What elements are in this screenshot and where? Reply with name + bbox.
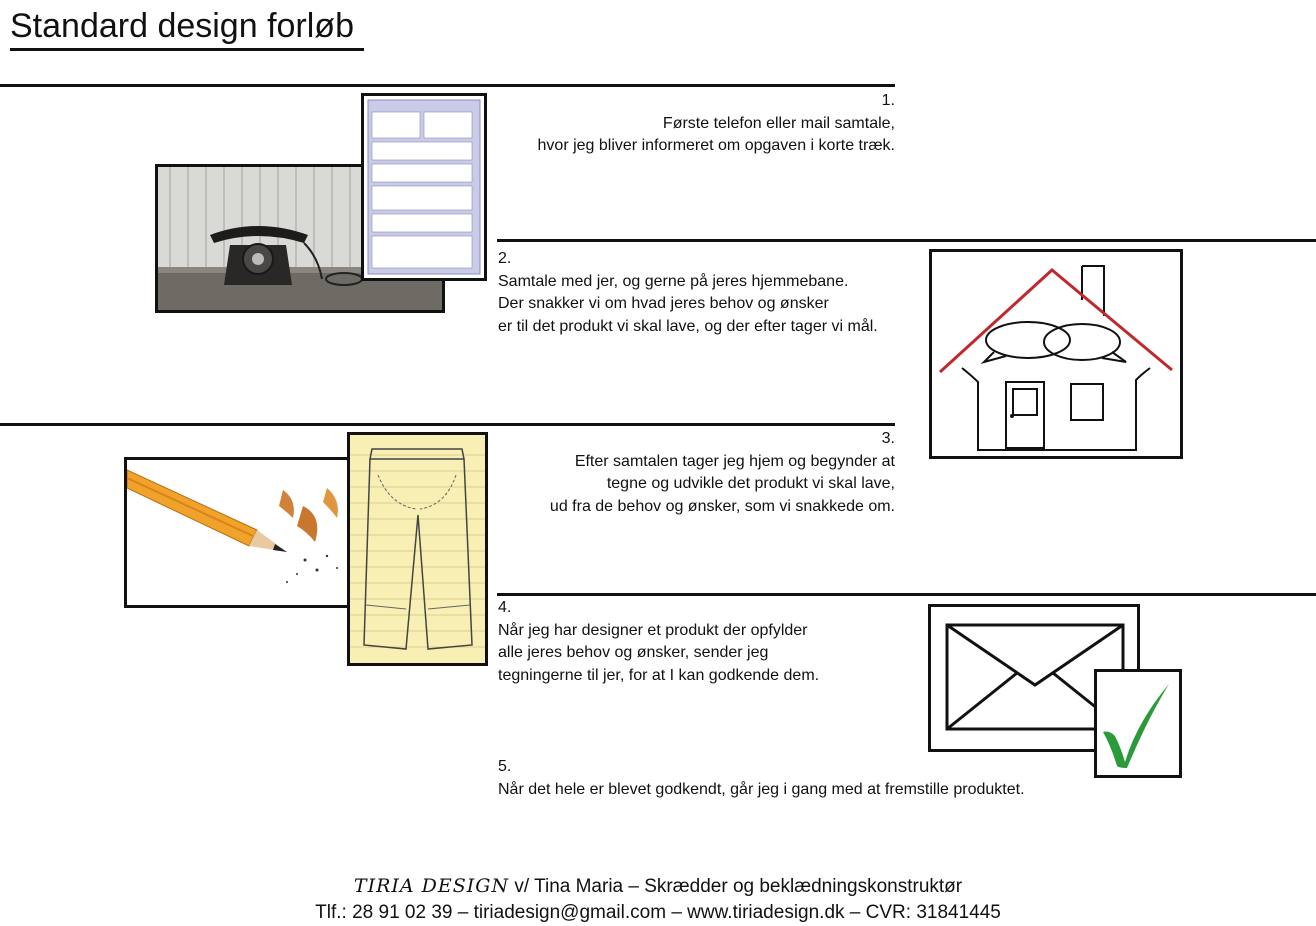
step-2-line: Samtale med jer, og gerne på jeres hjemmebane.	[498, 272, 849, 290]
step-2-line: er til det produkt vi skal lave, og der efter tager vi mål.	[498, 317, 878, 335]
step-4-line: tegningerne til jer, for at I kan godkende dem.	[498, 666, 820, 684]
step-4-number: 4.	[498, 599, 512, 616]
step-3-line: tegne og udvikle det produkt vi skal lave,	[606, 475, 895, 492]
brand-name: TIRIA DESIGN	[353, 875, 510, 897]
divider-3	[0, 423, 895, 426]
trouser-sketch	[347, 432, 488, 666]
step-1-text	[538, 90, 895, 158]
divider-4	[497, 593, 1316, 596]
step-4-text	[498, 597, 819, 687]
step-4-line: alle jeres behov og ønsker, sender jeg	[498, 644, 769, 661]
house-drawing	[929, 249, 1183, 459]
footer-contact: Tlf.: 28 91 02 39 – tiriadesign@gmail.com – www.tiriadesign.dk – CVR: 31841445	[315, 902, 1001, 923]
form-icon	[364, 96, 484, 278]
step-1-line: Første telefon eller mail samtale,	[662, 114, 895, 132]
footer-tagline: v/ Tina Maria – Skrædder og beklædningskonstruktør	[509, 876, 963, 897]
step-2-line: Der snakker vi om hvad jeres behov og ønsker	[498, 295, 829, 312]
footer-line-1	[0, 873, 1316, 900]
step-3-line: Efter samtalen tager jeg hjem og begynder at	[574, 452, 895, 470]
step-5-text	[498, 756, 1025, 801]
divider-1	[0, 84, 895, 87]
step-2-number: 2.	[498, 250, 512, 267]
step-1-line: hvor jeg bliver informeret om opgaven i korte træk.	[537, 137, 895, 154]
step-3-number: 3.	[881, 430, 895, 447]
step-3-line: ud fra de behov og ønsker, som vi snakkede om.	[549, 497, 895, 515]
home-conversation-icon	[932, 252, 1180, 456]
step-5-line: Når det hele er blevet godkendt, går jeg i gang med at fremstille produktet.	[498, 780, 1025, 798]
step-4-line: Når jeg har designer et produkt der opfylder	[498, 621, 808, 639]
step-3-text	[550, 428, 895, 518]
trousers-icon	[350, 435, 485, 663]
approval-checkmark-box	[1094, 669, 1182, 778]
step-2-text	[498, 248, 878, 338]
checkmark-icon	[1097, 672, 1179, 775]
form-document-image	[361, 93, 487, 281]
divider-2	[497, 239, 1316, 242]
step-1-number: 1.	[881, 92, 895, 109]
page-title: Standard design forløb	[10, 4, 364, 51]
step-5-number: 5.	[498, 758, 512, 775]
